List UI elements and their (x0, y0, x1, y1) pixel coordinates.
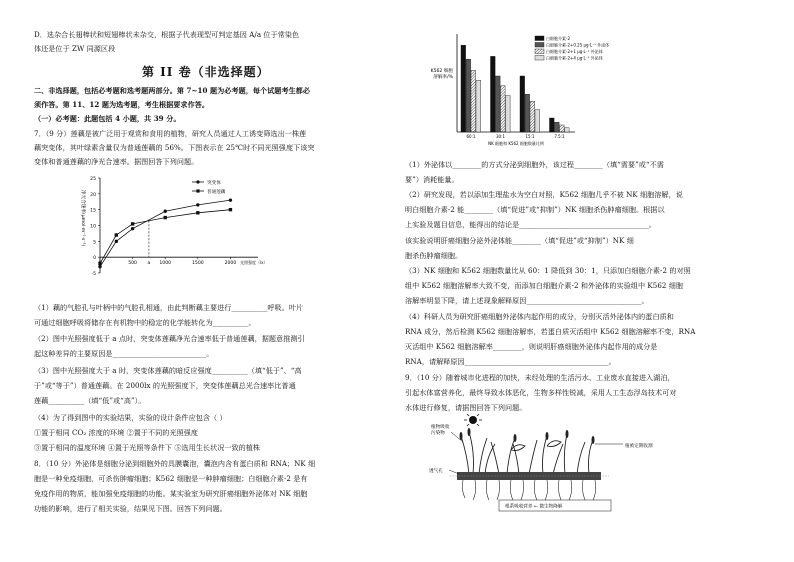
label-absorb: 植物吸收污染物 (431, 425, 450, 436)
bar-legend-swatch-1 (535, 43, 544, 48)
text-line: （一）必考题：此题包括 4 小题，共 39 分。 (34, 114, 181, 123)
legend-marker-1 (196, 189, 199, 192)
text-line: 胞是一种免疫细胞，可杀伤肿瘤细胞；K562 细胞是一种肿瘤细胞；白细胞介素-2 是有 (34, 474, 308, 483)
section-title: 第 II 卷（非选择题） (142, 65, 270, 79)
text-line: RNA，请解释原因________________________________________。 (405, 357, 616, 366)
y-tick-label: 0 (93, 256, 96, 262)
bar-category-label: 15:1 (525, 134, 535, 139)
text-line: 该实验说明肝癌细胞分泌外泌体能________（填“促进”或“抑制”）NK 细 (405, 236, 634, 245)
series-point-0 (196, 203, 199, 206)
bar-x-axis-label: NK 细胞和 K562 细胞数量比例 (488, 141, 544, 146)
x-axis-label: 光照强度（lx） (240, 260, 268, 266)
legend-marker-0 (196, 180, 199, 183)
y-tick-label: 25 (90, 177, 96, 182)
text-line: （2）研究发现，若以添加生理盐水为空白对照，K562 细胞几乎不被 NK 细胞溶解，说 (405, 190, 683, 199)
text-line: D．选杂合长翅棒状和短翅棒状未杂交，根据子代表现型可判定基因 A/a 位于常染色 (34, 30, 300, 39)
text-line: 起这种差异的主要原因是__________________________。 (34, 349, 214, 358)
bar-legend-label-1: 白细胞介素-2+0.25 μg·L⁻¹ 外泌体 (546, 42, 610, 48)
text-line: 体还是位于 ZW 同源区段 (34, 44, 116, 53)
a-marker-label: a (147, 261, 151, 267)
bar-legend-swatch-2 (535, 49, 544, 54)
text-line: RNA 成分，然后检测 K562 细胞溶解率，若蛋白质灭活组中 K562 细胞溶解率不变，RNA (405, 327, 696, 336)
x-tick-label: 1500 (191, 261, 204, 267)
text-line: （4）为了得到图中的实验结果，实验的设计条件应包含（ ） (34, 413, 227, 422)
bar-0-1 (466, 59, 471, 132)
text-line: 变体和普通莲藕的净光合速率。据图回答下列问题。 (34, 157, 199, 166)
text-line: 要”）消耗能量。 (405, 175, 459, 184)
text-line: （1）藕的气腔孔与叶柄中的气腔孔相通，由此判断藕主要进行__________呼吸。叶片 (34, 303, 304, 312)
series-point-1 (164, 216, 167, 219)
label-harvest: 植被定期收割 (625, 444, 653, 449)
series-point-1 (131, 222, 134, 225)
text-line: 可通过细胞呼吸将储存在有机物中的稳定的化学能转化为__________。 (34, 318, 256, 327)
series-point-1 (98, 262, 101, 265)
bar-3-0 (550, 118, 555, 132)
text-line: （2）图中光照强度低于 a 点时，突变体莲藕净光合速率低于普通莲藕，据题意推测引 (34, 334, 305, 343)
text-line: 于”或“等于”）普通莲藕。在 2000lx 的光照强度下，突变体莲藕总光合速率比普通 (34, 381, 296, 390)
bar-2-2 (530, 101, 535, 132)
bar-legend-swatch-0 (535, 36, 544, 41)
x-tick-label: 2000 (224, 261, 237, 267)
text-line: 9．（10 分）随着城市化进程的加快，未经处理的生活污水、工业废水直接进入湖泊， (405, 373, 675, 382)
bar-2-1 (525, 94, 530, 132)
bar-3-3 (565, 128, 570, 132)
text-line: 免疫作用的物质，能加强免疫细胞的功能。某实验室为研究肝癌细胞外泌体对 NK 细胞 (34, 489, 308, 498)
bar-0-0 (461, 45, 466, 132)
bar-1-1 (496, 76, 501, 132)
text-line: ③置于相同的温度环境 ④置于光照等条件下 ⑤选用生长状况一致的植株 (34, 443, 261, 452)
k562-lysis-bar-chart (405, 30, 735, 155)
y-tick-label: 5 (93, 240, 96, 246)
series-point-0 (229, 198, 232, 201)
plants-illustration (461, 432, 593, 474)
text-line: 胞杀伤肿瘤细胞。 (405, 251, 463, 260)
bar-2-0 (520, 76, 525, 132)
text-line: ①置于相同 CO₂ 浓度的环境 ②置于不同的光照强度 (34, 428, 199, 437)
series-point-1 (229, 208, 232, 211)
y-axis-label: 净光合速率(μmol·m⁻²·s⁻¹) (80, 190, 85, 247)
roots-illustration (462, 480, 595, 500)
bar-legend-label-2: 白细胞介素-2+1 μg·L⁻¹ 外泌体 (546, 49, 603, 54)
bar-category-label: 7.5:1 (554, 134, 565, 139)
y-tick-label: 15 (90, 208, 96, 214)
plant-heads (460, 428, 595, 444)
bar-3-2 (560, 125, 565, 132)
label-vent: 透气孔 (429, 469, 443, 474)
bar-1-2 (501, 86, 506, 132)
text-line: 藕突变体，其叶绿素含量仅为普通莲藕的 56%。下图表示在 25℃时不同光照强度下该突 (34, 143, 315, 152)
text-line: 莲藕__________（填“低”或“高”）。 (34, 396, 146, 405)
bar-1-3 (506, 96, 511, 132)
text-line: （3）图中光照强度大于 a 时，突变体莲藕的暗反应强度__________（填“低于”、“高 (34, 366, 302, 375)
bar-1-0 (491, 56, 496, 132)
series-point-0 (131, 227, 134, 230)
text-line: 7．（9 分）莲藕是被广泛用于观赏和食用的植物，研究人员通过人工诱变筛选出一株莲 (34, 129, 307, 138)
legend-label-0: 突变体 (207, 180, 221, 186)
series-point-0 (164, 210, 167, 213)
bar-2-3 (535, 110, 540, 132)
bar-0-2 (471, 70, 476, 132)
text-line: 组中 K562 细胞溶解率大致不变，而添加白细胞介素-2 和外泌体的实验组中 K562 细胞 (405, 281, 684, 290)
text-line: 8．（10 分）外泌体是细胞分泌到细胞外的具膜囊泡，囊泡内含有蛋白质和 RNA；NK 细 (34, 459, 316, 468)
sun-icon (464, 414, 482, 426)
text-line: 功能的影响，进行了相关实验，结果见下图。回答下列问题。 (34, 504, 227, 513)
label-nutrient: 根系吸收营养 ← 微生物降解 (505, 504, 563, 510)
text-line: 水体进行修复，请据图回答下列问题。 (405, 403, 527, 412)
text-line: 灭活组中 K562 细胞溶解率________，则说明肝癌细胞外泌体内起作用的成分是 (405, 342, 658, 351)
text-line: 引起水体富营养化，最终导致水体恶化，生物多样性锐减，采用人工生态浮岛技术可对 (405, 388, 677, 397)
bar-legend-label-0: 白细胞介素-2 (546, 36, 570, 41)
bar-legend-label-3: 白细胞介素-2+4 μg·L⁻¹ 外泌体 (546, 55, 603, 61)
bar-3-1 (555, 122, 560, 132)
text-line: （4）科研人员为研究肝癌细胞外泌体内起作用的成分，分别灭活外泌体内的蛋白质和 (405, 312, 674, 321)
text-line: 二、非选择题，包括必考题和选考题两部分。第 7~10 题为必考题，每个试题考生都必 (34, 86, 311, 95)
bar-category-label: 60:1 (466, 134, 476, 139)
y-tick-label: -5 (91, 272, 96, 277)
series-point-0 (115, 240, 118, 243)
series-point-1 (115, 233, 118, 236)
y-tick-label: 20 (90, 192, 96, 198)
text-line: 明白细胞介素-2 能________（填“促进”或“抑制”）NK 细胞杀伤肿瘤细胞。根据以 (405, 205, 665, 214)
text-line: （3）NK 细胞和 K562 细胞数量比从 60：1 降低到 30：1，只添加白细胞介素-2 的对照 (405, 266, 691, 275)
bar-y-axis-label: K562 细胞溶解率/% (430, 69, 453, 80)
text-line: 上实验及题目信息，能得出的结论是____________________________________。 (405, 220, 656, 229)
y-tick-label: 10 (90, 224, 96, 230)
text-line: 须作答。第 11、12 题为选考题，考生根据要求作答。 (34, 100, 209, 109)
text-line: 溶解率明显下降，请上述现象解释原因________________________________。 (405, 296, 649, 305)
series-point-1 (196, 211, 199, 214)
text-line: （1）外泌体以________的方式分泌到细胞外，该过程________（填“需要”或“不需 (405, 160, 664, 169)
net-photosynthesis-chart (48, 170, 278, 300)
bar-0-3 (476, 80, 481, 132)
series-point-0 (98, 265, 101, 268)
floating-island-diagram (429, 414, 729, 514)
bar-category-label: 30:1 (496, 134, 505, 139)
x-tick-label: 1000 (159, 261, 172, 267)
x-tick-label: 500 (128, 261, 137, 267)
bar-legend-swatch-3 (535, 56, 544, 61)
legend-label-1: 普通莲藕 (207, 189, 226, 195)
